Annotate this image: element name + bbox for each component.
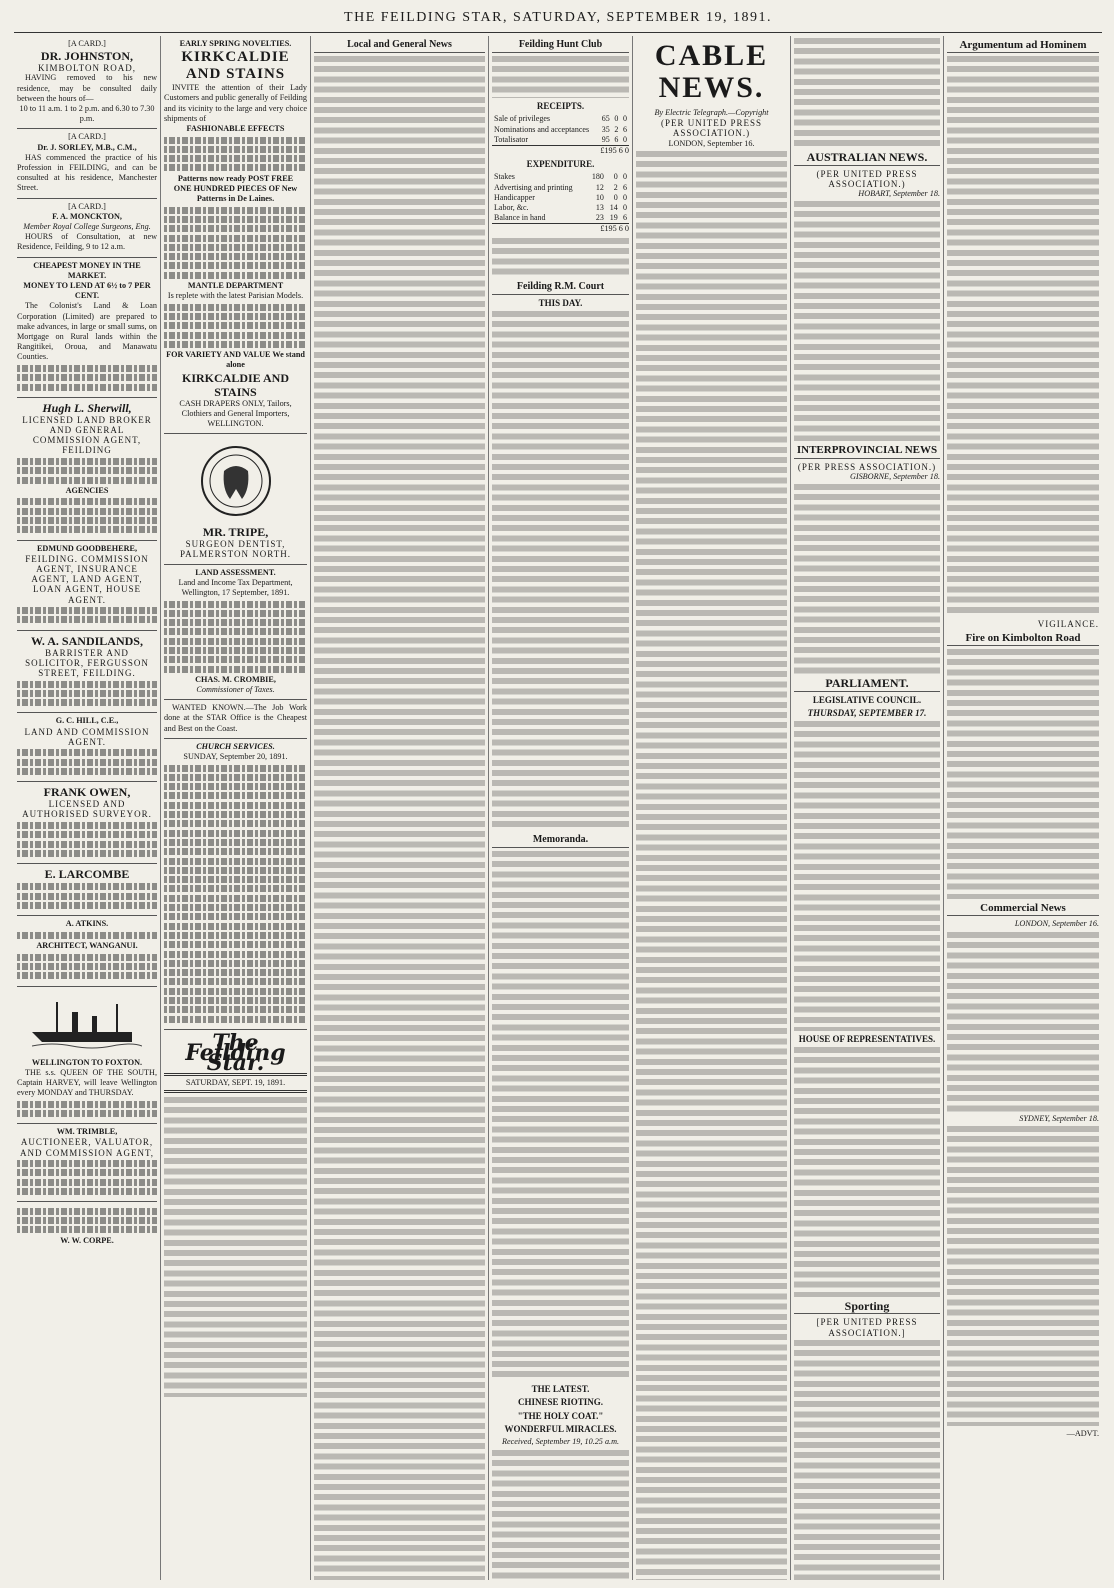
ad-subtitle: ARCHITECT, WANGANUI. bbox=[36, 941, 138, 951]
account-cell: Handicapper bbox=[494, 192, 535, 202]
account-cell: 14 bbox=[609, 203, 618, 213]
card-subtitle: Member Royal College Surgeons, Eng. bbox=[23, 222, 151, 232]
signature: VIGILANCE. bbox=[1037, 618, 1099, 629]
ad-colonist bbox=[17, 258, 157, 398]
card-text: HOURS of Consultation, at new Residence, Feilding, 9 to 12 a.m. bbox=[17, 232, 157, 252]
ad-atkins bbox=[17, 916, 157, 986]
leader-article bbox=[164, 1097, 307, 1397]
account-cell: Balance in hand bbox=[494, 213, 546, 223]
ad-text: THE s.s. QUEEN OF THE SOUTH, Captain HARVEY, will leave Wellington every MONDAY and THURSDAY. bbox=[17, 1067, 157, 1098]
account-row bbox=[492, 183, 629, 193]
account-row bbox=[492, 125, 629, 135]
account-cell: 10 bbox=[595, 192, 604, 202]
account-cell: Stakes bbox=[494, 172, 515, 182]
ad-corpe bbox=[17, 1202, 157, 1249]
sporting-assoc: [PER UNITED PRESS ASSOCIATION.] bbox=[816, 1317, 918, 1338]
cable-body bbox=[636, 151, 787, 1580]
interprov-assoc: (PER PRESS ASSOCIATION.) bbox=[797, 461, 937, 472]
ad-text: WANTED KNOWN.—The Job Work done at the STAR Office is the Cheapest and Best on the Coast. bbox=[164, 703, 307, 733]
ad-variety: FOR VARIETY AND VALUE We stand alone bbox=[166, 350, 305, 370]
column-1 bbox=[14, 36, 160, 1580]
ad-text: INVITE the attention of their Lady Customers and public generally of Feilding and its vicinity to the large and very choice shipments of bbox=[164, 83, 307, 123]
ad-name: W. A. SANDILANDS, bbox=[31, 633, 143, 648]
memoranda-body bbox=[492, 851, 629, 1381]
ad-signatory-title: Commissioner of Taxes. bbox=[196, 685, 275, 695]
steamship-icon bbox=[32, 994, 142, 1054]
section-heading: Commercial News bbox=[947, 903, 1099, 916]
ad-text: The Colonist's Land & Loan Corporation (Limited) are prepared to make advances, in large or small sums, on Mortgage on Rural lands within the Rangitikei, Oroua, and Manawatu Counties. bbox=[17, 301, 157, 362]
ad-sandilands bbox=[17, 631, 157, 714]
account-cell: 6 bbox=[623, 213, 627, 223]
account-cell: 0 bbox=[623, 192, 627, 202]
account-row bbox=[492, 135, 629, 145]
account-cell: 0 bbox=[613, 192, 618, 202]
expenditure-heading: EXPENDITURE. bbox=[526, 159, 595, 170]
chinese-heading: CHINESE RIOTING. bbox=[517, 1397, 604, 1408]
local-news-body bbox=[314, 56, 485, 1580]
expenditure-table bbox=[492, 172, 629, 223]
newspaper-columns bbox=[14, 36, 1102, 1580]
ad-sherwill bbox=[17, 398, 157, 541]
ad-money-line: MONEY TO LEND AT 6½ to 7 PER CENT. bbox=[23, 281, 151, 301]
account-cell: Labor, &c. bbox=[494, 203, 529, 213]
account-cell: Totalisator bbox=[494, 134, 529, 144]
ad-name: Hugh L. Sherwill, bbox=[42, 400, 132, 415]
section-heading: Argumentum ad Hominem bbox=[947, 40, 1099, 53]
ad-subtitle: BARRISTER AND SOLICITOR, FERGUSSON STREET, FEILDING. bbox=[25, 647, 149, 679]
ad-signatory: CHAS. M. CROMBIE, bbox=[195, 674, 276, 684]
card-name: DR. JOHNSTON, bbox=[40, 49, 134, 64]
hunt-club-body bbox=[492, 56, 629, 98]
section-heading: Fire on Kimbolton Road bbox=[947, 633, 1099, 646]
section-heading: Feilding R.M. Court bbox=[492, 282, 629, 295]
account-cell: 0 bbox=[623, 203, 627, 213]
ad-patterns: Patterns now ready POST FREE bbox=[177, 173, 294, 183]
column-6 bbox=[790, 36, 943, 1580]
account-cell: 0 bbox=[623, 114, 627, 124]
australian-assoc: (PER UNITED PRESS ASSOCIATION.) bbox=[816, 168, 918, 189]
card-address: KIMBOLTON ROAD, bbox=[37, 63, 136, 74]
advt-tag: —ADVT. bbox=[1066, 1428, 1099, 1438]
london-dateline: LONDON, September 16. bbox=[1014, 919, 1099, 929]
ad-name: E. LARCOMBE bbox=[44, 867, 130, 882]
account-row bbox=[492, 172, 629, 182]
ad-hill bbox=[17, 713, 157, 782]
miracles-heading: WONDERFUL MIRACLES. bbox=[504, 1423, 617, 1434]
ad-name: MR. TRIPE, bbox=[202, 525, 269, 540]
section-heading: AUSTRALIAN NEWS. bbox=[794, 152, 940, 165]
column-4 bbox=[488, 36, 632, 1580]
card-name: F. A. MONCKTON, bbox=[52, 211, 122, 221]
latest-heading: THE LATEST. bbox=[531, 1384, 590, 1395]
dentist-emblem-icon bbox=[196, 441, 276, 521]
card-hours: 10 to 11 a.m. 1 to 2 p.m. and 6.30 to 7.30 p.m. bbox=[19, 104, 155, 124]
ad-fashion: FASHIONABLE EFFECTS bbox=[186, 124, 285, 134]
account-cell: 2 bbox=[614, 124, 619, 134]
ad-mantle-text: Is replete with the latest Parisian Models. bbox=[167, 291, 304, 301]
interprov-body bbox=[794, 484, 940, 674]
sydney-dateline: SYDNEY, September 18. bbox=[1019, 1113, 1099, 1123]
column-5 bbox=[632, 36, 790, 1580]
ad-name: A. ATKINS. bbox=[65, 919, 109, 929]
section-heading: Sporting bbox=[794, 1301, 940, 1314]
account-cell: 13 bbox=[595, 203, 604, 213]
ad-foxton bbox=[17, 987, 157, 1125]
argumentum-body bbox=[947, 56, 1099, 616]
ad-kirkcaldie bbox=[164, 36, 307, 434]
account-cell: Sale of privileges bbox=[494, 114, 550, 124]
section-heading: PARLIAMENT. bbox=[794, 678, 940, 691]
ad-title: WELLINGTON TO FOXTON. bbox=[31, 1057, 143, 1067]
court-body bbox=[492, 311, 629, 831]
card-sorley bbox=[17, 129, 157, 198]
newspaper-nameplate: The Feilding Star. bbox=[185, 1029, 286, 1077]
ad-owen bbox=[17, 782, 157, 864]
ad-name: G. C. HILL, C.E., bbox=[55, 716, 119, 726]
hobart-dateline: HOBART, September 18. bbox=[858, 188, 940, 198]
legislative-heading: LEGISLATIVE COUNCIL. bbox=[812, 694, 922, 705]
received-line: Received, September 19, 10.25 a.m. bbox=[501, 1437, 620, 1447]
receipts-total: £195 6 0 bbox=[492, 145, 629, 156]
ad-name: EDMUND GOODBEHERE, bbox=[36, 543, 138, 553]
account-row bbox=[492, 193, 629, 203]
ad-tripe bbox=[164, 434, 307, 564]
ad-subtitle: SURGEON DENTIST, PALMERSTON NORTH. bbox=[180, 539, 291, 560]
account-cell: 6 bbox=[623, 182, 627, 192]
masthead: THE FEILDING STAR, SATURDAY, SEPTEMBER 19, 1891. bbox=[14, 10, 1102, 33]
section-heading: Local and General News bbox=[314, 40, 485, 53]
card-johnston bbox=[17, 36, 157, 129]
column-3 bbox=[310, 36, 488, 1580]
section-heading: INTERPROVINCIAL NEWS bbox=[794, 445, 940, 458]
card-tag: [A CARD.] bbox=[68, 39, 106, 48]
latest-body bbox=[492, 1450, 629, 1580]
account-row bbox=[492, 213, 629, 223]
account-cell: 0 bbox=[623, 172, 627, 182]
ad-subtitle: LICENSED LAND BROKER AND GENERAL COMMISSION AGENT, FEILDING bbox=[22, 414, 152, 456]
ad-wanted bbox=[164, 700, 307, 739]
column-2 bbox=[160, 36, 310, 1580]
fire-body bbox=[947, 649, 1099, 899]
card-name: Dr. J. SORLEY, M.B., C.M., bbox=[37, 142, 137, 152]
account-cell: 35 bbox=[601, 124, 610, 134]
house-body bbox=[794, 1047, 940, 1297]
continued-text bbox=[794, 38, 940, 148]
section-heading: Memoranda. bbox=[492, 835, 629, 848]
ad-subtitle: LICENSED AND AUTHORISED SURVEYOR. bbox=[22, 799, 152, 820]
account-cell: 23 bbox=[595, 213, 604, 223]
ad-subtitle: LAND AND COMMISSION AGENT. bbox=[24, 726, 150, 747]
cable-byline: By Electric Telegraph.—Copyright bbox=[654, 108, 769, 117]
issue-date: SATURDAY, SEPT. 19, 1891. bbox=[164, 1073, 307, 1093]
ad-land-assessment bbox=[164, 565, 307, 701]
account-cell: 65 bbox=[601, 114, 610, 124]
ad-pieces: ONE HUNDRED PIECES OF New Patterns in De Laines. bbox=[173, 183, 298, 204]
account-cell: 6 bbox=[614, 134, 619, 144]
ad-title: LAND ASSESSMENT. bbox=[195, 567, 276, 577]
ad-title: CHEAPEST MONEY IN THE MARKET. bbox=[33, 260, 141, 280]
ad-brand-2: KIRKCALDIE AND STAINS bbox=[181, 370, 289, 399]
section-title: CABLE NEWS. bbox=[654, 39, 769, 104]
account-cell: 19 bbox=[609, 213, 618, 223]
account-cell: Advertising and printing bbox=[494, 182, 573, 192]
ad-trimble bbox=[17, 1124, 157, 1202]
ad-agencies: AGENCIES bbox=[65, 485, 109, 495]
ad-brand: KIRKCALDIE AND STAINS bbox=[181, 49, 290, 83]
church-date: SUNDAY, September 20, 1891. bbox=[183, 752, 288, 762]
card-text: HAVING removed to his new residence, may be consulted daily between the hours of— bbox=[17, 73, 157, 103]
cable-assoc: (PER UNITED PRESS ASSOCIATION.) bbox=[660, 118, 762, 139]
account-cell: 6 bbox=[623, 124, 627, 134]
card-tag: [A CARD.] bbox=[68, 201, 106, 211]
ad-subtitle: FEILDING. COMMISSION AGENT, INSURANCE AGENT, LAND AGENT, LOAN AGENT, HOUSE AGENT. bbox=[25, 553, 149, 605]
account-cell: 2 bbox=[613, 182, 618, 192]
column-7 bbox=[943, 36, 1102, 1580]
account-cell: 0 bbox=[613, 172, 618, 182]
account-cell: 180 bbox=[591, 172, 604, 182]
commercial-body bbox=[947, 932, 1099, 1112]
thursday-heading: THURSDAY, SEPTEMBER 17. bbox=[807, 707, 927, 718]
australian-body bbox=[794, 201, 940, 441]
account-row bbox=[492, 114, 629, 124]
ad-subtitle: Land and Income Tax Department, Wellington, 17 September, 1891. bbox=[178, 577, 293, 597]
ad-name: FRANK OWEN, bbox=[43, 785, 131, 800]
account-cell: 12 bbox=[595, 182, 604, 192]
ad-larcombe bbox=[17, 864, 157, 916]
account-cell: 0 bbox=[614, 114, 619, 124]
gisborne-dateline: GISBORNE, September 18. bbox=[849, 471, 940, 481]
ad-goodbehere bbox=[17, 541, 157, 631]
account-row bbox=[492, 203, 629, 213]
holy-coat-heading: "THE HOLY COAT." bbox=[517, 1410, 604, 1421]
ad-subtitle: AUCTIONEER, VALUATOR, AND COMMISSION AGENT, bbox=[19, 1137, 155, 1158]
ad-header: EARLY SPRING NOVELTIES. bbox=[179, 39, 292, 48]
receipts-table bbox=[492, 114, 629, 145]
ad-brand-2-sub: CASH DRAPERS ONLY, Tailors, Clothiers and General Importers, WELLINGTON. bbox=[179, 398, 292, 428]
cable-dateline: LONDON, September 16. bbox=[668, 138, 755, 148]
hunt-club-text bbox=[492, 238, 629, 278]
section-heading: Feilding Hunt Club bbox=[492, 40, 629, 53]
ad-mantle: MANTLE DEPARTMENT bbox=[187, 280, 284, 290]
card-monckton bbox=[17, 199, 157, 258]
card-text: HAS commenced the practice of his Profession in FEILDING, and can be consulted at his residence, Manchester Street. bbox=[17, 152, 157, 193]
account-cell: 0 bbox=[623, 134, 627, 144]
court-date: THIS DAY. bbox=[538, 297, 583, 308]
account-cell: Nominations and acceptances bbox=[494, 124, 590, 134]
ad-name: WM. TRIMBLE, bbox=[56, 1127, 118, 1137]
house-heading: HOUSE OF REPRESENTATIVES. bbox=[798, 1033, 936, 1044]
church-services bbox=[164, 739, 307, 1030]
account-cell: 95 bbox=[601, 134, 610, 144]
commercial-body-2 bbox=[947, 1126, 1099, 1426]
sporting-body bbox=[794, 1340, 940, 1580]
card-tag: [A CARD.] bbox=[68, 132, 106, 142]
ad-name: W. W. CORPE. bbox=[60, 1235, 114, 1245]
receipts-heading: RECEIPTS. bbox=[536, 101, 585, 112]
section-title: CHURCH SERVICES. bbox=[196, 741, 275, 751]
council-body bbox=[794, 721, 940, 1031]
expenditure-total: £195 6 0 bbox=[492, 223, 629, 234]
